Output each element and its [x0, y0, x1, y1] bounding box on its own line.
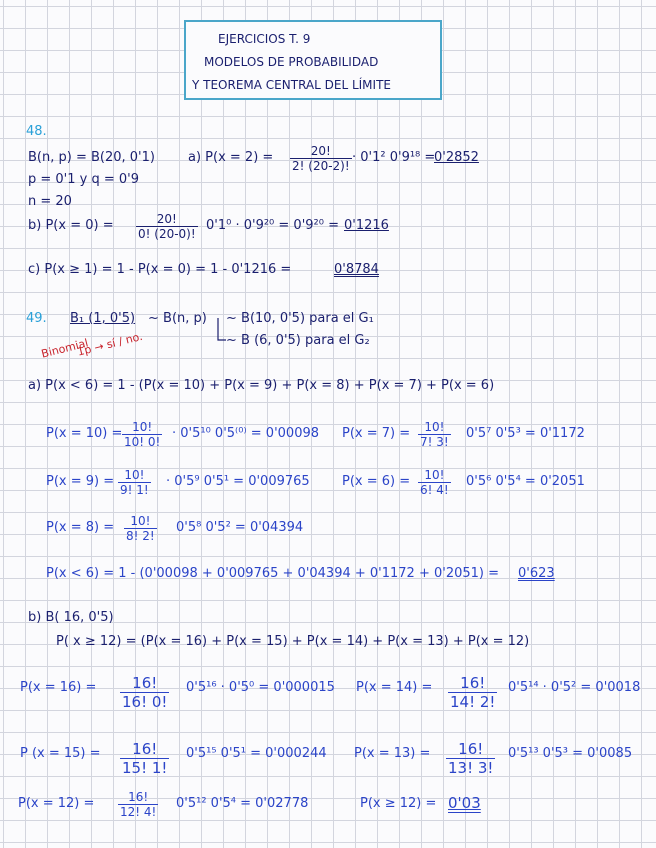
q13-label: P(x = 13) =	[354, 746, 431, 761]
q16-denominator: 16! 0!	[122, 693, 168, 711]
q15-fraction	[120, 740, 169, 777]
ex48-a-tail: · 0'1² 0'9¹⁸ =	[352, 150, 436, 165]
q12-fraction	[118, 790, 158, 819]
ex48-b-label: b) P(x = 0) =	[28, 218, 114, 233]
ex48-b-result: 0'1216	[344, 218, 389, 233]
q13-denominator: 13! 3!	[448, 759, 494, 777]
ex48-a-label: a) P(x = 2) =	[188, 150, 274, 165]
ex49-g2: ~ B (6, 0'5) para el G₂	[226, 333, 370, 348]
p6-numerator: 10!	[418, 468, 451, 483]
ex49-b1: B₁ (1, 0'5)	[70, 311, 136, 326]
q14-denominator: 14! 2!	[450, 693, 496, 711]
p10-fraction	[122, 420, 162, 449]
title-line-2: MODELOS DE PROBABILIDAD	[204, 55, 379, 69]
q16-fraction	[120, 674, 169, 711]
p8-numerator: 10!	[124, 514, 157, 529]
p6-denominator: 6! 4!	[420, 483, 449, 497]
ex49-g1: ~ B(10, 0'5) para el G₁	[226, 311, 374, 326]
q14-fraction	[448, 674, 497, 711]
ex48-a-numerator: 20!	[290, 144, 352, 159]
ex48-n: n = 20	[28, 194, 72, 209]
ex49-b-head: b) B( 16, 0'5)	[28, 610, 114, 625]
q13-fraction	[446, 740, 495, 777]
ex48-p-q: p = 0'1 y q = 0'9	[28, 172, 140, 187]
total-result: 0'03	[448, 794, 481, 812]
bracket-mark	[214, 318, 228, 344]
title-line-1: EJERCICIOS T. 9	[218, 32, 311, 46]
q16-numerator: 16!	[120, 674, 169, 693]
q15-numerator: 16!	[120, 740, 169, 759]
p8-label: P(x = 8) =	[46, 520, 115, 535]
q12-denominator: 12! 4!	[120, 805, 157, 819]
p9-fraction	[118, 468, 151, 497]
ex48-c-line: c) P(x ≥ 1) = 1 - P(x = 0) = 1 - 0'1216 =	[28, 262, 292, 277]
q14-tail: 0'5¹⁴ · 0'5² = 0'0018	[508, 680, 641, 695]
q12-label: P(x = 12) =	[18, 796, 95, 811]
p9-tail: · 0'5⁹ 0'5¹ = 0'009765	[166, 474, 310, 489]
q14-label: P(x = 14) =	[356, 680, 433, 695]
ex48-a-result: 0'2852	[434, 150, 479, 165]
p9-label: P(x = 9) =	[46, 474, 115, 489]
ex48-b-denominator: 0! (20-0)!	[138, 227, 196, 241]
p8-denominator: 8! 2!	[126, 529, 155, 543]
p7-denominator: 7! 3!	[420, 435, 449, 449]
ex49-sim: ~ B(n, p)	[148, 311, 207, 326]
title-line-3: Y TEOREMA CENTRAL DEL LÍMITE	[192, 78, 391, 92]
p7-fraction	[418, 420, 451, 449]
p7-tail: 0'5⁷ 0'5³ = 0'1172	[466, 426, 585, 441]
p8-tail: 0'5⁸ 0'5² = 0'04394	[176, 520, 304, 535]
ex49-b-line: P( x ≥ 12) = (P(x = 16) + P(x = 15) + P(x = 14) + P(x = 13) + P(x = 12)	[56, 634, 530, 649]
q15-tail: 0'5¹⁵ 0'5¹ = 0'000244	[186, 746, 327, 761]
ex48-binomial: B(n, p) = B(20, 0'1)	[28, 150, 155, 165]
p10-denominator: 10! 0!	[124, 435, 161, 449]
exercise-48-number: 48.	[26, 124, 47, 139]
p6-fraction	[418, 468, 451, 497]
ex48-b-fraction	[136, 212, 198, 241]
q13-tail: 0'5¹³ 0'5³ = 0'0085	[508, 746, 633, 761]
p6-label: P(x = 6) =	[342, 474, 411, 489]
q12-numerator: 16!	[118, 790, 158, 805]
q13-numerator: 16!	[446, 740, 495, 759]
p8-fraction	[124, 514, 157, 543]
p7-label: P(x = 7) =	[342, 426, 411, 441]
sum-result: 0'623	[518, 566, 555, 581]
title-box	[184, 20, 442, 100]
ex48-a-denominator: 2! (20-2)!	[292, 159, 350, 173]
ex48-b-numerator: 20!	[136, 212, 198, 227]
q14-numerator: 16!	[448, 674, 497, 693]
exercise-49-number: 49.	[26, 311, 47, 326]
q16-label: P(x = 16) =	[20, 680, 97, 695]
p9-numerator: 10!	[118, 468, 151, 483]
ex48-a-fraction	[290, 144, 352, 173]
p6-tail: 0'5⁶ 0'5⁴ = 0'2051	[466, 474, 585, 489]
binomial-note: Binomial	[40, 336, 90, 361]
q12-tail: 0'5¹² 0'5⁴ = 0'02778	[176, 796, 309, 811]
ex49-a-line: a) P(x < 6) = 1 - (P(x = 10) + P(x = 9) + P(x = 8) + P(x = 7) + P(x = 6)	[28, 378, 495, 393]
ex48-c-result: 0'8784	[334, 262, 379, 277]
p10-numerator: 10!	[122, 420, 162, 435]
binomial-note-detail: 1p → sí / no.	[76, 329, 144, 359]
p10-label: P(x = 10) =	[46, 426, 123, 441]
sum-line: P(x < 6) = 1 - (0'00098 + 0'009765 + 0'04394 + 0'1172 + 0'2051) =	[46, 566, 500, 581]
q15-denominator: 15! 1!	[122, 759, 168, 777]
p10-tail: · 0'5¹⁰ 0'5⁽⁰⁾ = 0'00098	[172, 426, 320, 441]
total-label: P(x ≥ 12) =	[360, 796, 437, 811]
q16-tail: 0'5¹⁶ · 0'5⁰ = 0'000015	[186, 680, 335, 695]
p9-denominator: 9! 1!	[120, 483, 149, 497]
ex48-b-tail: 0'1⁰ · 0'9²⁰ = 0'9²⁰ =	[206, 218, 339, 233]
p7-numerator: 10!	[418, 420, 451, 435]
q15-label: P (x = 15) =	[20, 746, 101, 761]
